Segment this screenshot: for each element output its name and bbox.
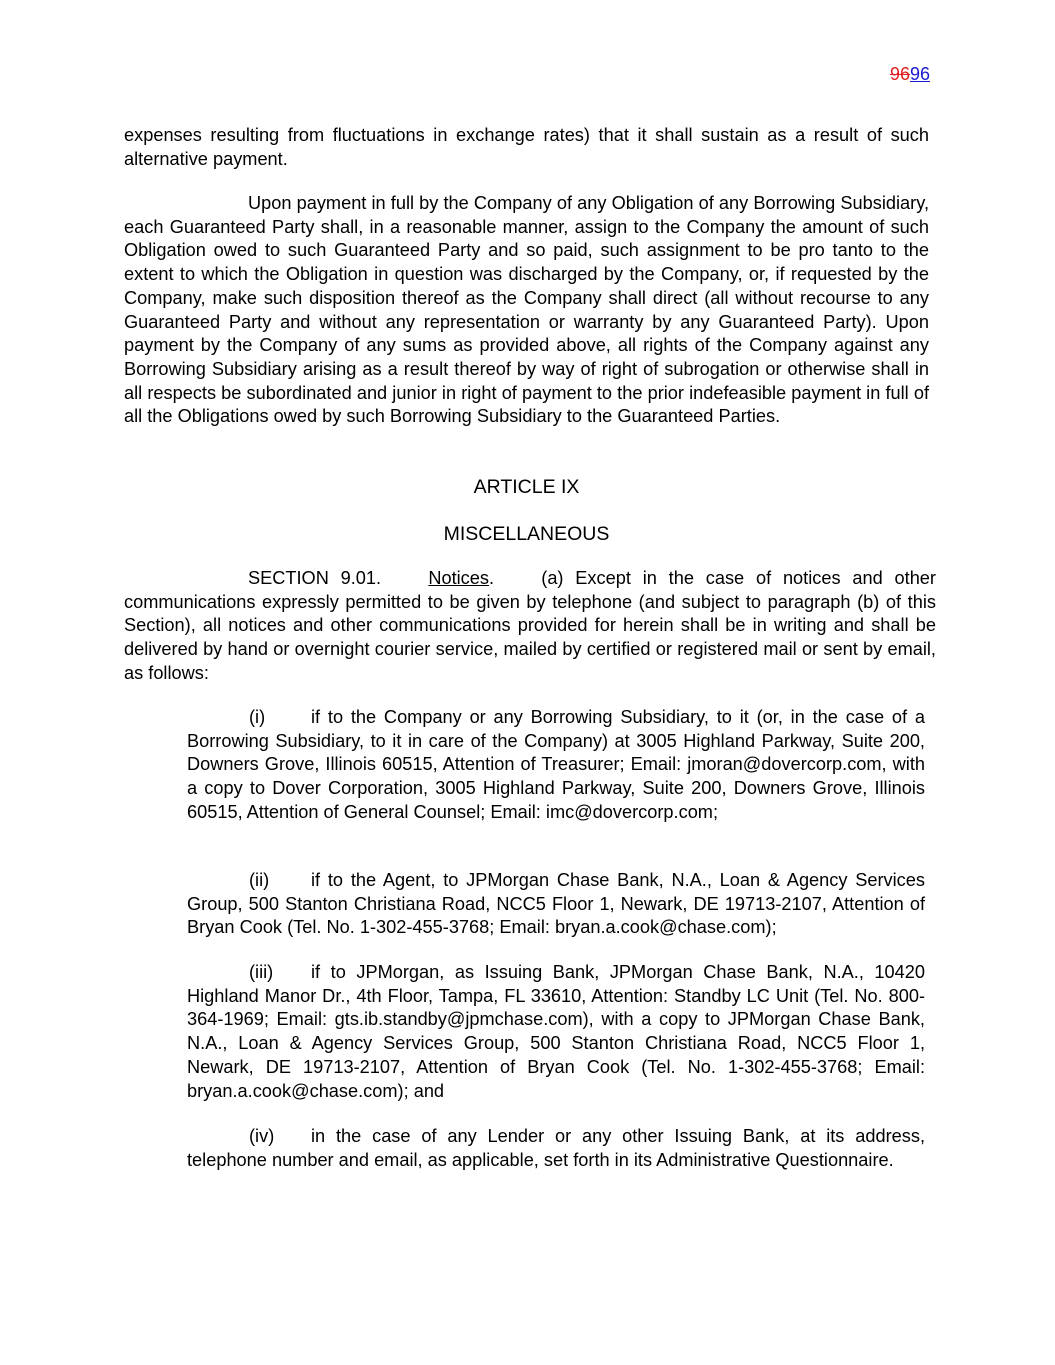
- subrogation-paragraph: Upon payment in full by the Company of any Obligation of any Borrowing Subsidiary, each Guaranteed Party shall, in a reasonable manner, assign to the Company the amount of such Obligation owed to such Guaranteed Party and so paid, such assignment to be pro tanto to the extent to which the Obligation in question was discharged by the Company, or, if requested by the Company, make such disposition thereof as the Company shall direct (all without recourse to any Guaranteed Party and without any representation or warranty by any Guaranteed Party). Upon payment by the Company of any sums as provided above, all rights of the Company against any Borrowing Subsidiary arising as a result thereof by way of right of subrogation or otherwise shall in all respects be subordinated and junior in right of payment to the prior indefeasible payment in full of all the Obligations owed by such Borrowing Subsidiary to the Guaranteed Parties.: [124, 193, 929, 427]
- notice-item-i: [187, 706, 925, 825]
- notice-item-iii: [187, 961, 925, 1103]
- notice-item-text: if to the Agent, to JPMorgan Chase Bank, N.A., Loan & Agency Services Group, 500 Stanton Christiana Road, NCC5 Floor 1, Newark, DE 19713-2107, Attention of Bryan Cook (Tel. No. 1-302-455-3768; Email: bryan.a.cook@chase.com);: [187, 870, 925, 938]
- notice-item-ii: [187, 869, 925, 940]
- notice-item-label: (i): [249, 707, 266, 727]
- page-number-inserted: 96: [909, 64, 930, 84]
- continuation-paragraph: expenses resulting from fluctuations in exchange rates) that it shall sustain as a result of such alternative payment.: [124, 125, 929, 169]
- notice-item-text: in the case of any Lender or any other Issuing Bank, at its address, telephone number and email, as applicable, set forth in its Administrative Questionnaire.: [187, 1126, 925, 1170]
- section-caption: Notices: [428, 568, 489, 588]
- section-number: SECTION 9.01.: [248, 568, 382, 588]
- article-number: ARTICLE IX: [473, 476, 580, 498]
- notice-item-iv: [187, 1125, 925, 1172]
- article-title: MISCELLANEOUS: [443, 523, 610, 545]
- notice-item-text: if to JPMorgan, as Issuing Bank, JPMorgan Chase Bank, N.A., 10420 Highland Manor Dr., 4th Floor, Tampa, FL 33610, Attention: Standby LC Unit (Tel. No. 800-364-1969; Email: gts.ib.standby@jpmchase.com), with a copy to JPMorgan Chase Bank, N.A., Loan & Agency Services Group, 500 Stanton Christiana Road, NCC5 Floor 1, Newark, DE 19713-2107, Attention of Bryan Cook (Tel. No. 1-302-455-3768; Email: bryan.a.cook@chase.com); and: [187, 962, 925, 1101]
- notice-item-label: (iii): [249, 962, 274, 982]
- page-number: [890, 63, 930, 85]
- notice-item-label: (iv): [249, 1126, 275, 1146]
- section-paragraph: [124, 567, 936, 686]
- section-text: (a) Except in the case of notices and other communications expressly permitted to be given by telephone (and subject to paragraph (b) of this Section), all notices and other communications provided for herein shall be in writing and shall be delivered by hand or overnight courier service, mailed by certified or registered mail or sent by email, as follows:: [124, 568, 936, 683]
- page-number-deleted: 96: [889, 64, 910, 84]
- notice-item-label: (ii): [249, 870, 270, 890]
- section-caption-period: .: [488, 568, 495, 588]
- notice-item-text: if to the Company or any Borrowing Subsidiary, to it (or, in the case of a Borrowing Subsidiary, to it in care of the Company) at 3005 Highland Parkway, Suite 200, Downers Grove, Illinois 60515, Attention of Treasurer; Email: jmoran@dovercorp.com, with a copy to Dover Corporation, 3005 Highland Parkway, Suite 200, Downers Grove, Illinois 60515, Attention of General Counsel; Email: imc@dovercorp.com;: [187, 707, 925, 822]
